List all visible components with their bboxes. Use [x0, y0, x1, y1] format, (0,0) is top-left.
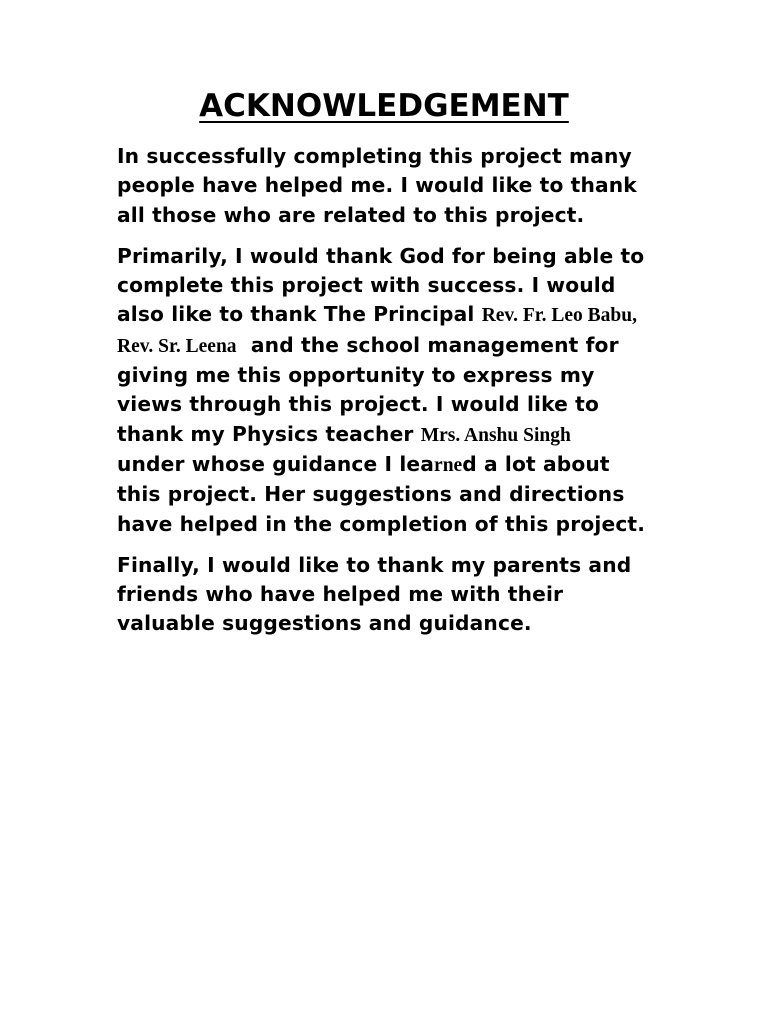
- teacher-name: Mrs. Anshu Singh: [420, 424, 571, 446]
- paragraph-thanks-text-2: and the school management for giving me this opportunity to express my views through this project. I would like to thank my Physics teacher: [117, 332, 626, 446]
- paragraph-thanks-text-1: Primarily, I would thank God for being able to complete this project with success. I would also like to thank The Principal: [117, 243, 645, 327]
- paragraph-thanks-text-3a: under whose guidance I lea: [117, 451, 435, 476]
- paragraph-closing: Finally, I would like to thank my parents and friends who have helped me with their valuable suggestions and guidance.: [117, 552, 632, 636]
- paragraph-thanks-text-3c: d a lot about this project. Her suggestions and directions have helped in the completion of this project.: [117, 451, 646, 536]
- paragraph-thanks: [117, 242, 657, 539]
- principal-names: Rev. Fr. Leo Babu, Rev. Sr. Leena: [117, 305, 637, 357]
- document-body: [117, 142, 657, 651]
- paragraph-intro: In successfully completing this project many people have helped me. I would like to thank all those who are related to this project.: [117, 144, 637, 227]
- paragraph-thanks-text-3b: rne: [434, 454, 463, 476]
- page-title: ACKNOWLEDGEMENT: [199, 88, 569, 124]
